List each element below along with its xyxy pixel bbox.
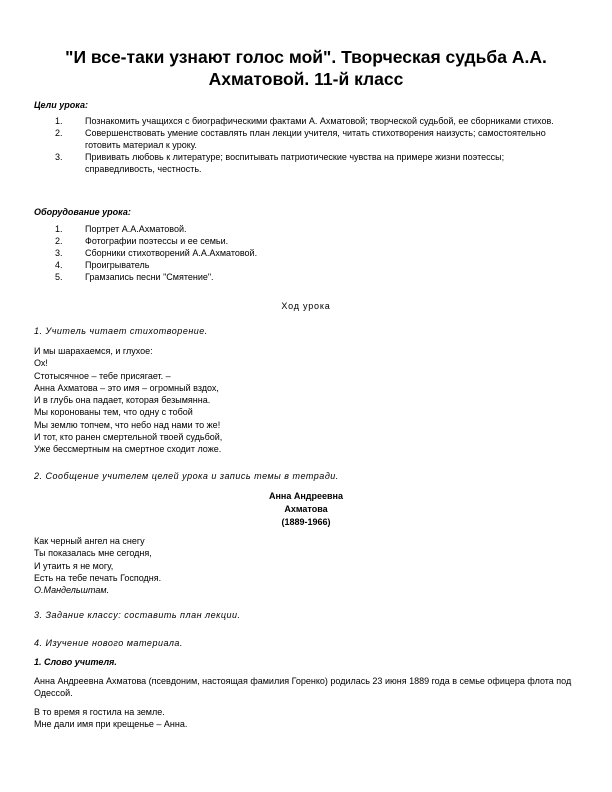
list-number: 5.: [55, 272, 63, 282]
list-text: Фотографии поэтессы и ее семьи.: [85, 236, 229, 246]
poem-line: Есть на тебе печать Господня.: [34, 572, 162, 583]
list-number: 3.: [55, 152, 63, 162]
poem-1: [34, 345, 222, 456]
poem-line: Стотысячное – тебе присягает. –: [34, 370, 171, 381]
list-item: [34, 151, 575, 175]
quote-line: Мне дали имя при крещенье – Анна.: [34, 719, 188, 730]
quote-line: В то время я гостила на земле.: [34, 707, 165, 717]
poem-line: Анна Ахматова – это имя – огромный вздох,: [34, 382, 219, 393]
list-number: 2.: [55, 128, 63, 138]
goals-list: [34, 115, 575, 175]
author-name-line1: Анна Андреевна: [268, 491, 343, 501]
poem-line: Ты показалась мне сегодня,: [34, 548, 152, 559]
step1-heading: 1. Учитель читает стихотворение.: [34, 326, 208, 336]
list-item: [34, 115, 575, 127]
poem-line: И в глубь она падает, которая безымянна.: [34, 395, 211, 406]
list-number: 3.: [55, 248, 63, 258]
list-number: 1.: [55, 224, 63, 234]
poem-line: Мы землю топчем, что небо над нами то же!: [34, 419, 221, 430]
list-number: 1.: [55, 116, 63, 126]
poem-line: Как черный ангел на снегу: [34, 536, 145, 546]
list-item: [34, 223, 575, 235]
lesson-heading: Ход урока: [281, 301, 331, 311]
list-text: Сборники стихотворений А.А.Ахматовой.: [85, 248, 258, 258]
equipment-list: [34, 223, 575, 283]
list-item: [34, 259, 575, 271]
list-text: Познакомить учащихся с биографическими фактами А. Ахматовой; творческой судьбой, ее сборниками стихов.: [85, 116, 554, 126]
page-title: "И все-таки узнают голос мой". Творческая судьба А.А. Ахматовой. 11-й класс: [65, 47, 547, 89]
step4-heading: 4. Изучение нового материала.: [34, 638, 183, 648]
poem-line: И тот, кто ранен смертельной твоей судьбой,: [34, 432, 223, 443]
step2-heading: 2. Сообщение учителем целей урока и запись темы в тетради.: [34, 471, 339, 481]
list-text: Проигрыватель: [85, 260, 150, 270]
list-item: [34, 235, 575, 247]
poem-line: И мы шарахаемся, и глухое:: [34, 346, 153, 356]
list-text: Портрет А.А.Ахматовой.: [85, 224, 187, 234]
poem-2: [34, 535, 161, 596]
poem-line: Мы коронованы тем, что одну с тобой: [34, 407, 193, 418]
list-text: Прививать любовь к литературе; воспитывать патриотические чувства на примере жизни поэтессы; справедливость, честность.: [85, 152, 505, 174]
biography-paragraph: Анна Андреевна Ахматова (псевдоним, настоящая фамилия Горенко) родилась 23 июня 1889 года в семье офицера флота под Одессой.: [34, 676, 572, 698]
list-item: [34, 271, 575, 283]
poem-line: Уже бессмертным на смертное сходит ложе.: [34, 444, 222, 455]
equipment-heading: Оборудование урока:: [34, 207, 131, 217]
poem-line: И утаить я не могу,: [34, 560, 114, 571]
list-item: [34, 247, 575, 259]
list-text: Грамзапись песни "Смятение".: [85, 272, 214, 282]
poem-line: Ох!: [34, 358, 48, 369]
author-years: (1889-1966): [281, 517, 331, 527]
poem-author: О.Мандельштам.: [34, 585, 110, 596]
list-text: Совершенствовать умение составлять план лекции учителя, читать стихотворения наизусть; самостоятельно готовить материал к уроку.: [85, 128, 546, 150]
list-item: [34, 127, 575, 151]
goals-heading: Цели урока:: [34, 100, 88, 110]
step4-subheading: 1. Слово учителя.: [34, 657, 117, 667]
author-name-line2: Ахматова: [284, 504, 328, 514]
list-number: 4.: [55, 260, 63, 270]
step3-heading: 3. Задание классу: составить план лекции.: [34, 610, 241, 620]
quote-lines: [34, 706, 187, 731]
list-number: 2.: [55, 236, 63, 246]
